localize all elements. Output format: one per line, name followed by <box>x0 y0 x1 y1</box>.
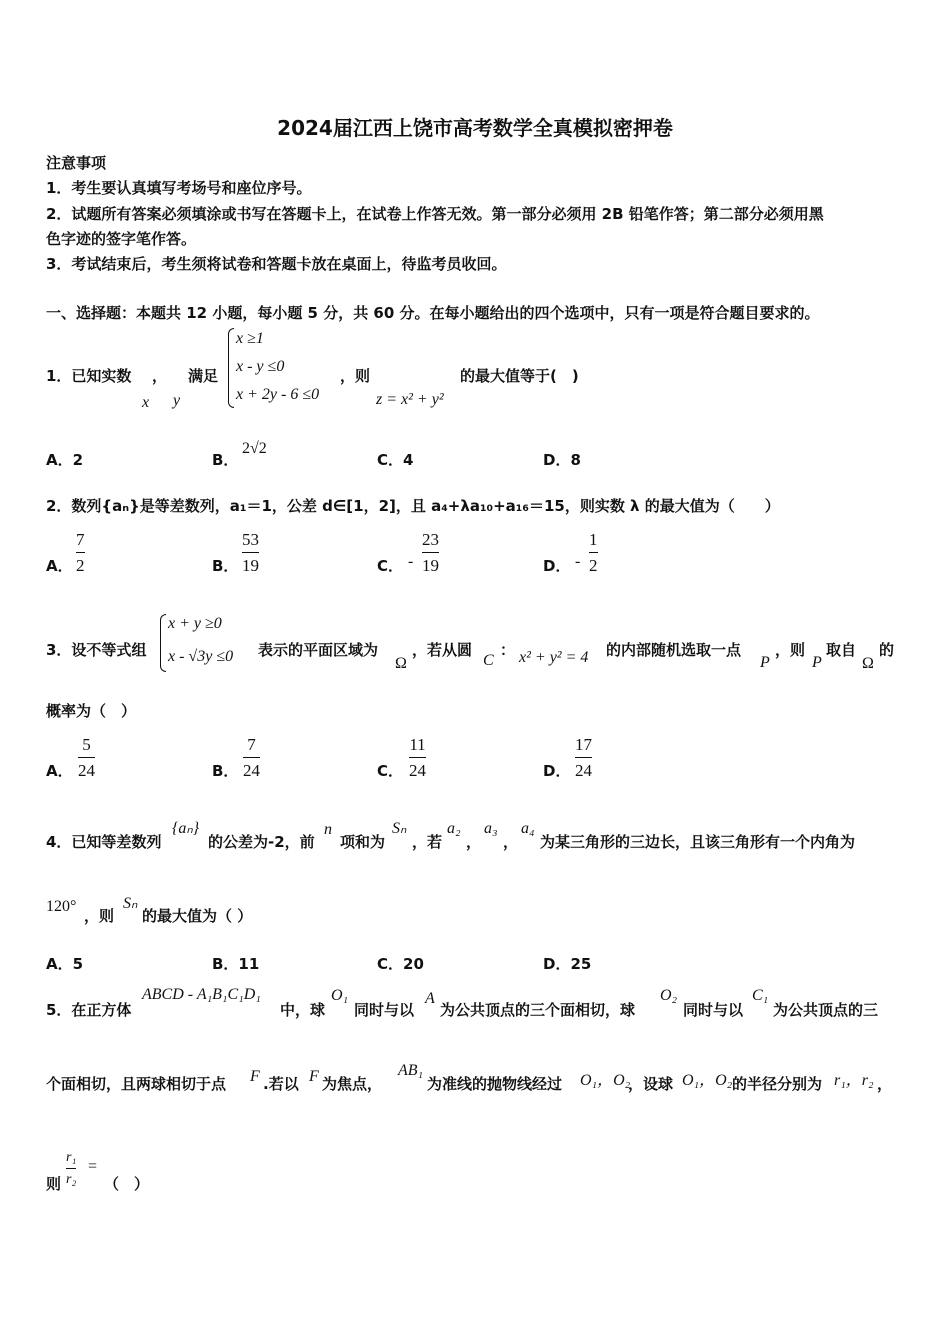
q3-omega-1: Ω <box>395 655 407 672</box>
q1-var-y: y <box>173 392 181 409</box>
numerator: 11 <box>409 735 426 754</box>
denominator: 24 <box>575 761 592 780</box>
q3-constraint-2: x - √3y ≤0 <box>168 648 234 665</box>
q4-text-6: ，则 <box>84 907 115 925</box>
q4-sum-sn-2: Sₙ <box>123 895 138 912</box>
q3-text-1: 3．设不等式组 <box>46 641 147 659</box>
q3-option-c-label: C． <box>377 762 404 780</box>
q5-vertex-c1: C₁ <box>752 987 769 1004</box>
q5-centers-1: O₁，O₂ <box>580 1072 631 1089</box>
q3-option-d-fraction <box>575 735 592 781</box>
section-heading: 一、选择题：本题共 12 小题，每小题 5 分，共 60 分。在每小题给出的四个选项中，只有一项是符合题目要求的。 <box>46 304 820 322</box>
q1-text-1: 1．已知实数 <box>46 367 132 385</box>
q4-sequence: {aₙ} <box>172 820 200 837</box>
q5-sphere-o2: O₂ <box>660 987 678 1004</box>
page-title: 2024届江西上饶市高考数学全真模拟密押卷 <box>277 116 673 140</box>
numerator: 17 <box>575 735 592 754</box>
q4-option-d: D．25 <box>543 955 592 973</box>
q4-text-1: 4．已知等差数列 <box>46 833 162 851</box>
q5-text-line2-c: 为焦点， <box>322 1075 383 1093</box>
q5-text-2: 中，球 <box>280 1001 326 1019</box>
q5-text-line2-b: .若以 <box>263 1075 299 1093</box>
q3-text-5: ，则 <box>775 641 806 659</box>
q4-text-5: 为某三角形的三边长，且该三角形有一个内角为 <box>540 833 856 851</box>
denominator: 24 <box>243 761 260 780</box>
q4-term-a4: a₄ <box>521 820 535 837</box>
q4-text-4: ，若 <box>412 833 443 851</box>
q5-text-line2-e: ，设球 <box>628 1075 674 1093</box>
q2-option-b-fraction <box>242 530 259 576</box>
q5-text-line2-a: 个面相切，且两球相切于点 <box>46 1075 227 1093</box>
q3-option-b-label: B． <box>212 762 239 780</box>
q2-option-d-sign: - <box>575 553 581 570</box>
q5-text-6: 为公共顶点的三 <box>773 1001 879 1019</box>
q5-directrix-ab1: AB₁ <box>398 1062 424 1079</box>
denominator: 24 <box>409 761 426 780</box>
notice-heading: 注意事项 <box>46 154 107 172</box>
q2-option-c-fraction <box>422 530 439 576</box>
q1-constraint-2: x - y ≤0 <box>236 358 285 375</box>
q5-text-line2-f: 的半径分别为 <box>732 1075 823 1093</box>
q3-text-3: ，若从圆 <box>412 641 473 659</box>
q5-ratio-fraction <box>66 1150 76 1188</box>
q1-option-b: B． <box>212 451 239 469</box>
q4-term-a2: a₂ <box>447 820 461 837</box>
q5-centers-2: O₁，O₂ <box>682 1072 733 1089</box>
numerator: 23 <box>422 530 439 549</box>
q4-sep-1: ， <box>466 833 482 851</box>
q1-option-b-value: 2√2 <box>242 440 267 457</box>
q4-text-7: 的最大值为（ ） <box>142 907 253 925</box>
notice-item-1: 1．考生要认真填写考场号和座位序号。 <box>46 179 312 197</box>
q2-option-d-fraction <box>589 530 598 576</box>
numerator: 53 <box>242 530 259 549</box>
q3-system-brace <box>160 614 166 672</box>
q3-text-line-2: 概率为（ ） <box>46 702 137 720</box>
q1-text-3: ，则 <box>340 367 371 385</box>
q4-term-a3: a₃ <box>484 820 498 837</box>
q5-radii: r₁，r₂ <box>834 1072 874 1089</box>
q2-option-b-label: B． <box>212 557 239 575</box>
q3-omega-2: Ω <box>862 655 874 672</box>
q4-sum-sn: Sₙ <box>392 820 407 837</box>
q1-objective: z = x² + y² <box>376 391 444 408</box>
q3-option-a-label: A． <box>46 762 73 780</box>
q4-var-n: n <box>324 821 332 838</box>
denominator: 2 <box>76 556 85 575</box>
q3-constraint-1: x + y ≥0 <box>168 615 222 632</box>
q1-option-c: C．4 <box>377 451 414 469</box>
q4-option-b: B．11 <box>212 955 260 973</box>
q3-text-4: 的内部随机选取一点 <box>606 641 742 659</box>
q1-text-2: 满足 <box>188 367 219 385</box>
q4-angle: 120° <box>46 898 77 915</box>
q3-point-p-2: P <box>812 654 822 671</box>
q4-option-a: A．5 <box>46 955 84 973</box>
numerator: 5 <box>82 735 91 754</box>
q1-var-x: x <box>142 394 150 411</box>
q3-option-d-label: D． <box>543 762 571 780</box>
q3-text-7: 的 <box>879 641 895 659</box>
denominator: 19 <box>422 556 439 575</box>
q3-point-p-1: P <box>760 654 770 671</box>
q5-text-5: 同时与以 <box>683 1001 744 1019</box>
q5-sphere-o1: O₁ <box>331 987 349 1004</box>
q5-text-3: 同时与以 <box>354 1001 415 1019</box>
q1-text-4: 的最大值等于( ) <box>460 367 579 385</box>
q3-text-6: 取自 <box>826 641 857 659</box>
q1-system-brace <box>228 328 234 408</box>
q3-colon: ： <box>500 641 516 659</box>
numerator: 7 <box>247 735 256 754</box>
q3-option-a-fraction <box>78 735 95 781</box>
q2-option-a-label: A． <box>46 557 73 575</box>
q5-text-line3-b: （ ） <box>104 1175 150 1193</box>
numerator: r₁ <box>66 1150 77 1165</box>
q2-option-a-fraction <box>76 530 85 576</box>
notice-item-2: 2．试题所有答案必须填涂或书写在答题卡上，在试卷上作答无效。第一部分必须用 2B 铅笔作答；第二部分必须用黑 <box>46 205 824 223</box>
q1-comma: ， <box>152 367 168 385</box>
q3-option-b-fraction <box>243 735 260 781</box>
denominator: 2 <box>589 556 598 575</box>
q3-option-c-fraction <box>409 735 426 781</box>
q1-constraint-3: x + 2y - 6 ≤0 <box>236 386 320 403</box>
denominator: 19 <box>242 556 259 575</box>
q5-text-1: 5．在正方体 <box>46 1001 132 1019</box>
q1-option-a: A．2 <box>46 451 84 469</box>
q2-option-d-label: D． <box>543 557 571 575</box>
denominator: r₂ <box>66 1172 77 1187</box>
q5-equals: = <box>88 1158 98 1175</box>
q1-option-d: D．8 <box>543 451 581 469</box>
q3-text-2: 表示的平面区域为 <box>258 641 379 659</box>
q2-text: 2．数列{aₙ}是等差数列，a₁＝1，公差 d∈[1，2]，且 a₄+λa₁₀+a₁₆＝15，则实数 λ 的最大值为（ ） <box>46 497 780 515</box>
q5-cube: ABCD - A₁B₁C₁D₁ <box>142 986 261 1003</box>
q2-option-c-label: C． <box>377 557 404 575</box>
denominator: 24 <box>78 761 95 780</box>
q4-text-3: 项和为 <box>340 833 386 851</box>
q1-constraint-1: x ≥1 <box>236 330 264 347</box>
notice-item-3: 3．考试结束后，考生须将试卷和答题卡放在桌面上，待监考员收回。 <box>46 255 507 273</box>
q2-option-c-sign: - <box>408 553 414 570</box>
q5-text-4: 为公共顶点的三个面相切，球 <box>440 1001 636 1019</box>
numerator: 7 <box>76 530 85 549</box>
q5-focus-f-2: F <box>309 1068 319 1085</box>
q4-text-2: 的公差为-2，前 <box>208 833 315 851</box>
q5-vertex-a: A <box>425 990 435 1007</box>
q3-circle-equation: x² + y² = 4 <box>519 649 589 666</box>
notice-item-2-cont: 色字迹的签字笔作答。 <box>46 230 197 248</box>
q5-text-line3-a: 则 <box>46 1175 62 1193</box>
q3-circle-name: C <box>483 652 494 669</box>
q4-sep-2: ， <box>503 833 519 851</box>
numerator: 1 <box>589 530 598 549</box>
q5-text-line2-g: ， <box>877 1075 893 1093</box>
q4-option-c: C．20 <box>377 955 424 973</box>
q5-text-line2-d: 为准线的抛物线经过 <box>427 1075 563 1093</box>
q5-focus-f-1: F <box>250 1068 260 1085</box>
